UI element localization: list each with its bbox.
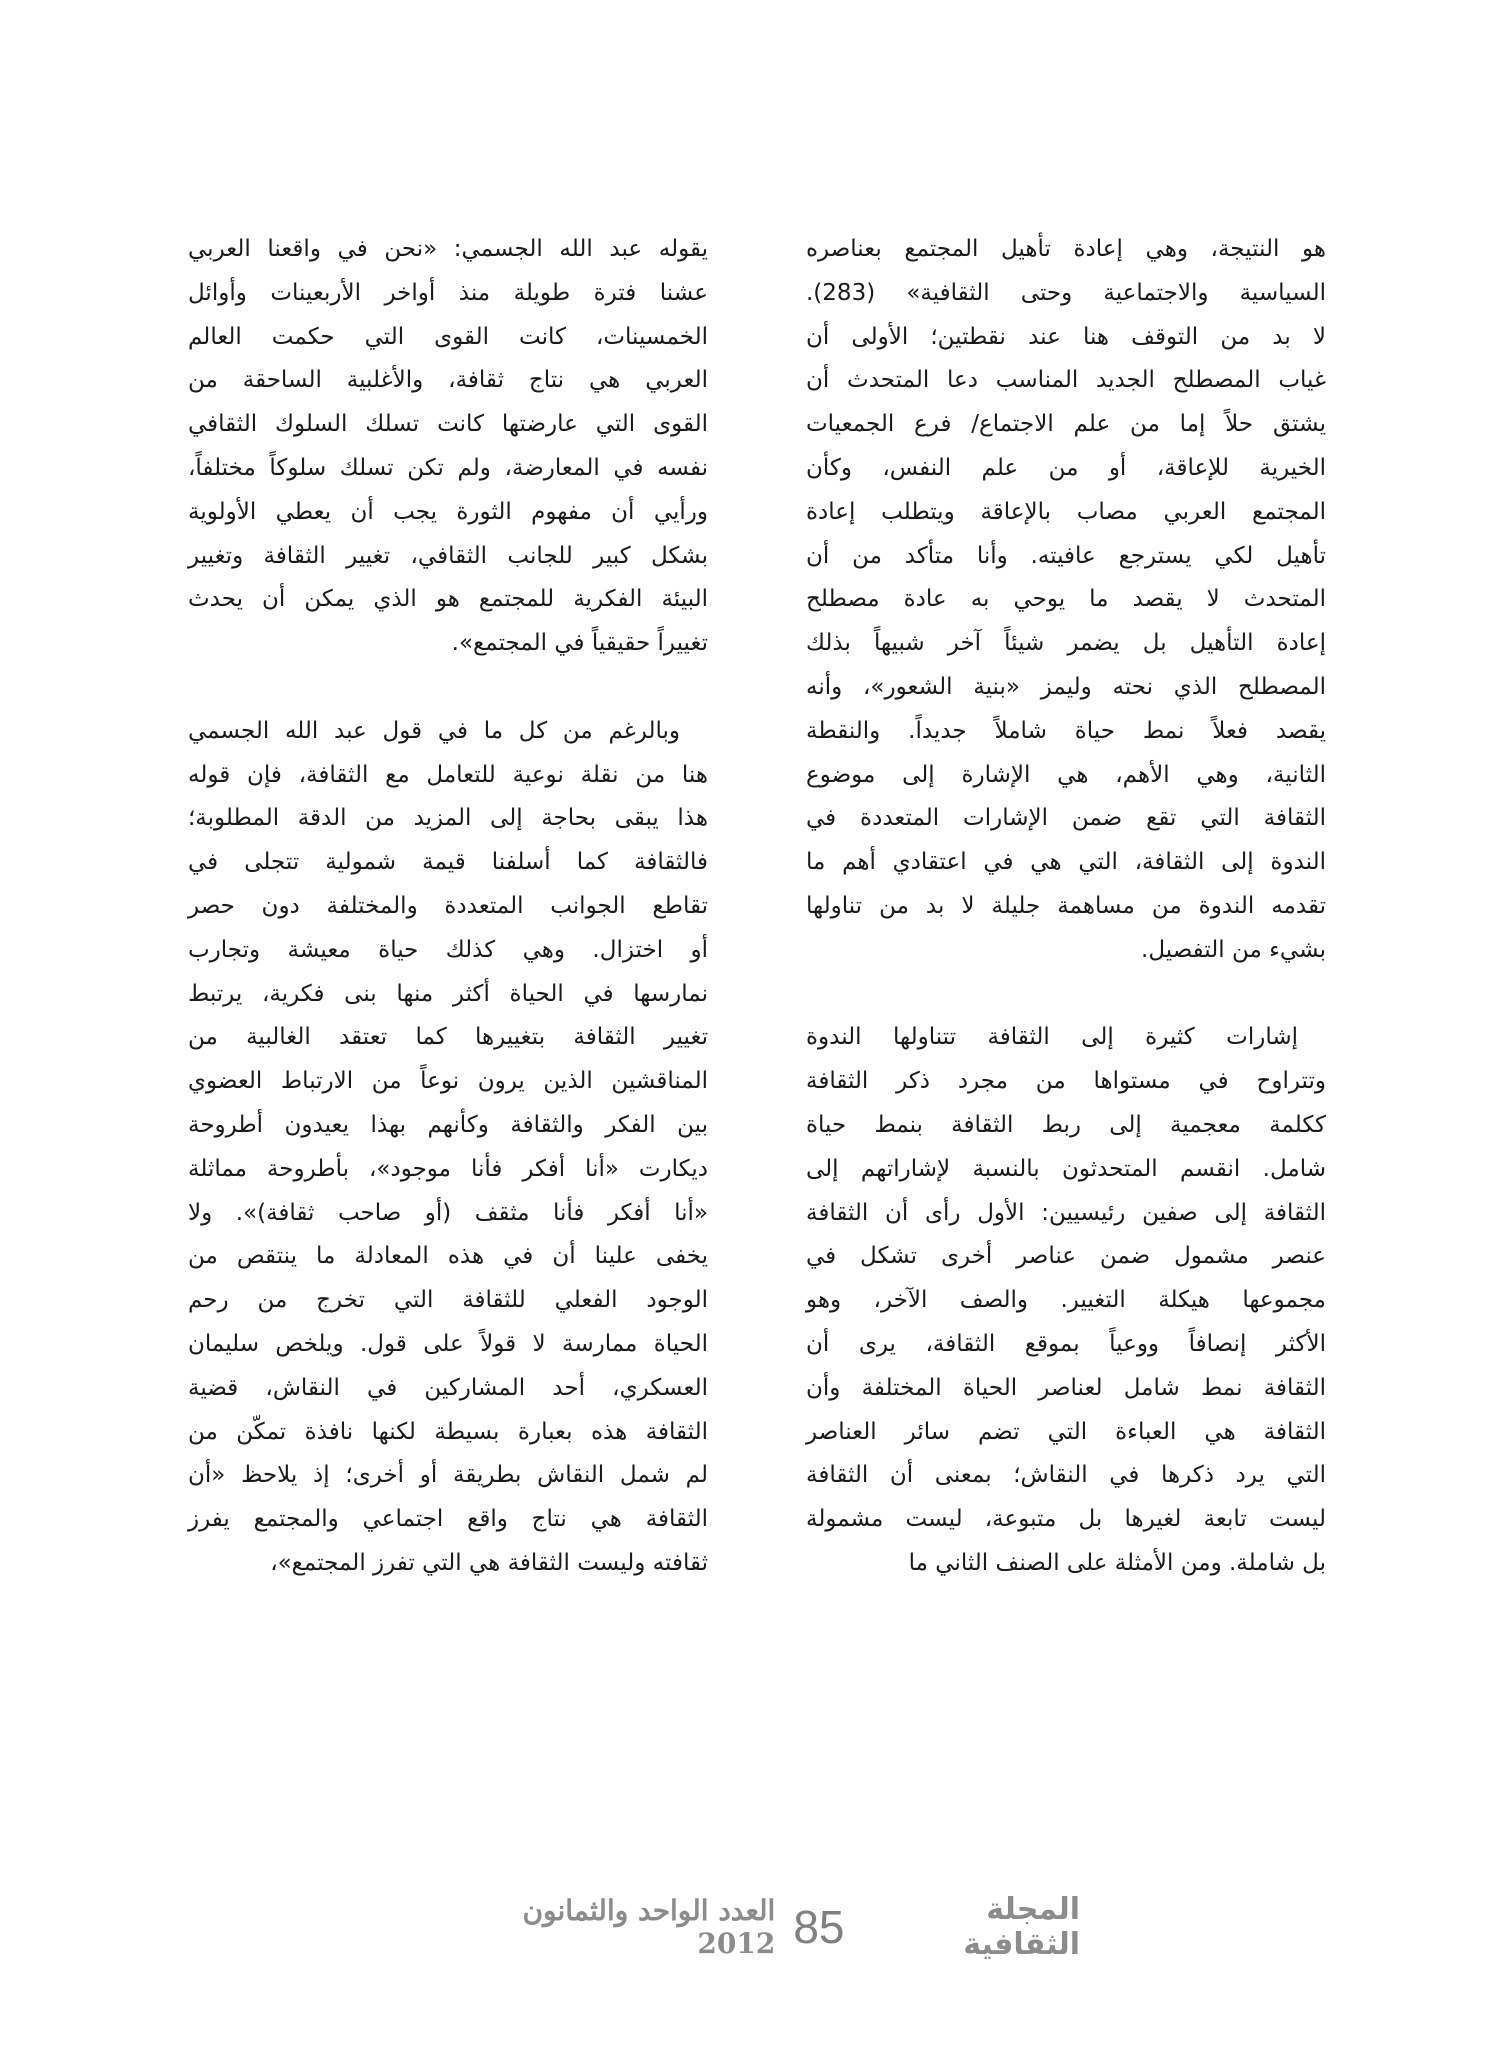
text-line: السياسية والاجتماعية وحتى الثقافية» (283).: [806, 279, 1326, 306]
text-line: المتحدث لا يقصد ما يوحي به عادة مصطلح: [806, 586, 1326, 613]
text-line: بشيء من التفصيل.: [1141, 936, 1326, 963]
text-line: ليست تابعة لغيرها بل متبوعة، ليست مشمولة: [806, 1506, 1326, 1533]
text-line: أو اختزال. وهي كذلك حياة معيشة وتجارب: [188, 936, 708, 963]
text-line: الثقافة هذه بعبارة بسيطة لكنها نافذة تمكّن من: [188, 1418, 708, 1445]
paragraph: [806, 1016, 1326, 1585]
text-line: تأهيل لكي يسترجع عافيته. وأنا متأكد من أن: [806, 542, 1326, 569]
text-line: العربي هي نتاج ثقافة، والأغلبية الساحقة من: [188, 367, 708, 394]
text-line: تقاطع الجوانب المتعددة والمختلفة دون حصر: [188, 892, 708, 919]
text-line: القوى التي عارضتها كانت تسلك السلوك الثقافي: [188, 411, 708, 438]
text-line: المناقشين الذين يرون نوعاً من الارتباط العضوي: [188, 1068, 708, 1095]
text-line: «أنا أفكر فأنا مثقف (أو صاحب ثقافة)». ولا: [188, 1199, 708, 1226]
magazine-brand: المجلة الثقافية: [963, 1892, 1080, 1962]
text-line: إشارات كثيرة إلى الثقافة تتناولها الندوة: [806, 1024, 1298, 1051]
paragraph-gap: [806, 973, 1326, 1017]
text-line: غياب المصطلح الجديد المناسب دعا المتحدث أن: [806, 367, 1326, 394]
text-line: البيئة الفكرية للمجتمع هو الذي يمكن أن يحدث: [188, 586, 708, 613]
text-line: الندوة إلى الثقافة، التي هي في اعتقادي أهم ما: [806, 849, 1326, 876]
text-line: ديكارت «أنا أفكر فأنا موجود»، بأطروحة مماثلة: [188, 1155, 708, 1182]
text-line: الثقافة نمط شامل لعناصر الحياة المختلفة وأن: [806, 1374, 1326, 1401]
text-line: العسكري، أحد المشاركين في النقاش، قضية: [188, 1374, 708, 1401]
text-line: هو النتيجة، وهي إعادة تأهيل المجتمع بعناصره: [806, 236, 1326, 262]
text-line: التي يرد ذكرها في النقاش؛ بمعنى أن الثقافة: [806, 1462, 1326, 1489]
text-line: تغيير الثقافة بتغييرها كما تعتقد الغالبية من: [188, 1024, 708, 1051]
text-line: نمارسها في الحياة أكثر منها بنى فكرية، يرتبط: [188, 980, 708, 1007]
text-line: يخفى علينا أن في هذه المعادلة ما ينتقص من: [188, 1243, 708, 1270]
text-line: شامل. انقسم المتحدثون بالنسبة لإشاراتهم إلى: [806, 1155, 1326, 1182]
text-line: الحياة ممارسة لا قولاً على قول. ويلخص سليمان: [188, 1330, 708, 1357]
text-line: مجموعها هيكلة التغيير. والصف الآخر، وهو: [806, 1287, 1326, 1314]
text-line: المجتمع العربي مصاب بالإعاقة ويتطلب إعادة: [806, 498, 1326, 525]
paragraph: [188, 228, 708, 666]
issue-label: العدد الواحد والثمانون 2012: [522, 1894, 776, 1960]
text-line: بشكل كبير للجانب الثقافي، تغيير الثقافة وتغيير: [188, 542, 708, 569]
text-line: الثقافة هي نتاج واقع اجتماعي والمجتمع يفرز: [188, 1506, 708, 1533]
text-line: عشنا فترة طويلة منذ أواخر الأربعينات وأوائل: [188, 279, 708, 306]
text-line: ورأيي أن مفهوم الثورة يجب أن يعطي الأولوية: [188, 498, 708, 525]
text-line: يشتق حلاً إما من علم الاجتماع/ فرع الجمعيات: [806, 411, 1326, 438]
text-line: عنصر مشمول ضمن عناصر أخرى تشكل في: [806, 1243, 1326, 1270]
right-text-column: [806, 228, 1326, 1586]
text-line: الخمسينات، كانت القوى التي حكمت العالم: [188, 323, 708, 350]
text-line: الأكثر إنصافاً ووعياً بموقع الثقافة، يرى أن: [806, 1330, 1326, 1357]
text-line: وبالرغم من كل ما في قول عبد الله الجسمي: [188, 717, 680, 744]
text-line: هذا يبقى بحاجة إلى المزيد من الدقة المطلوبة؛: [188, 805, 708, 832]
text-line: لم شمل النقاش بطريقة أو أخرى؛ إذ يلاحظ «أن: [188, 1462, 708, 1489]
left-text-column: [188, 228, 708, 1586]
text-line: المصطلح الذي نحته وليمز «بنية الشعور»، وأنه: [806, 673, 1326, 700]
paragraph: [806, 228, 1326, 973]
text-line: لا بد من التوقف هنا عند نقطتين؛ الأولى أن: [806, 323, 1326, 350]
text-line: الثقافة إلى صفين رئيسيين: الأول رأى أن الثقافة: [806, 1199, 1326, 1226]
text-line: نفسه في المعارضة، ولم تكن تسلك سلوكاً مختلفاً،: [188, 454, 708, 481]
text-line: الثقافة هي العباءة التي تضم سائر العناصر: [806, 1418, 1326, 1445]
text-line: يقصد فعلاً نمط حياة شاملاً جديداً. والنقطة: [806, 717, 1326, 744]
page-number: 85: [793, 1901, 845, 1953]
text-line: يقوله عبد الله الجسمي: «نحن في واقعنا العربي: [188, 236, 708, 262]
text-line: تغييراً حقيقياً في المجتمع».: [451, 630, 708, 657]
text-line: بل شاملة. ومن الأمثلة على الصنف الثاني ما: [908, 1549, 1326, 1576]
paragraph: [188, 710, 708, 1586]
paragraph-gap: [188, 666, 708, 710]
text-line: الخيرية للإعاقة، أو من علم النفس، وكأن: [806, 454, 1326, 481]
text-line: الوجود الفعلي للثقافة التي تخرج من رحم: [188, 1287, 708, 1314]
text-line: ثقافته وليست الثقافة هي التي تفرز المجتمع»،: [270, 1549, 708, 1576]
text-line: الثانية، وهي الأهم، هي الإشارة إلى موضوع: [806, 761, 1326, 788]
text-line: فالثقافة كما أسلفنا قيمة شمولية تتجلى في: [188, 849, 708, 876]
text-line: تقدمه الندوة من مساهمة جليلة لا بد من تناولها: [806, 892, 1326, 919]
text-line: ككلمة معجمية إلى ربط الثقافة بنمط حياة: [806, 1111, 1326, 1138]
text-line: وتتراوح في مستواها من مجرد ذكر الثقافة: [806, 1068, 1326, 1095]
text-line: إعادة التأهيل بل يضمر شيئاً آخر شبيهاً بذلك: [806, 630, 1326, 657]
text-line: الثقافة التي تقع ضمن الإشارات المتعددة في: [806, 805, 1326, 832]
page-footer: [440, 1892, 1080, 1962]
text-line: هنا من نقلة نوعية للتعامل مع الثقافة، فإن قوله: [188, 761, 708, 788]
text-line: بين الفكر والثقافة وكأنهم بهذا يعيدون أطروحة: [188, 1111, 708, 1138]
